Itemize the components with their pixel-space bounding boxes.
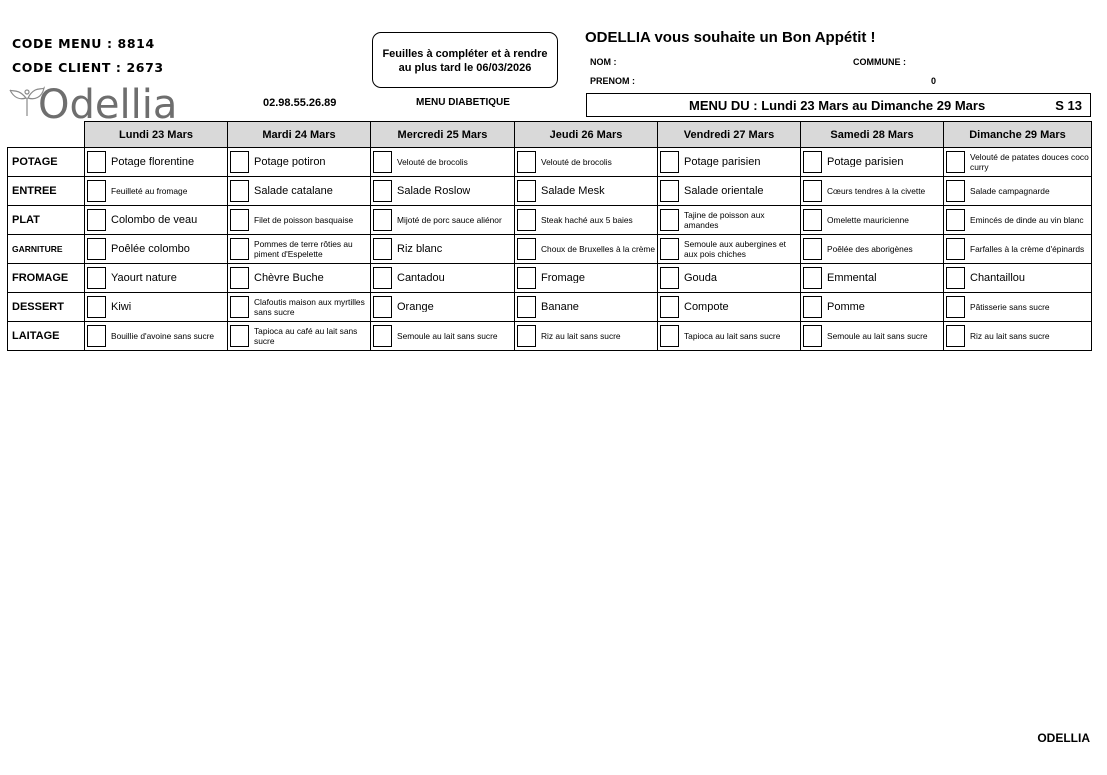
selection-checkbox[interactable] (373, 238, 392, 260)
menu-cell (944, 206, 1092, 235)
selection-checkbox[interactable] (660, 151, 679, 173)
dish-name: Omelette mauricienne (827, 215, 909, 225)
row-label: GARNITURE (8, 235, 85, 264)
dish-name: Salade campagnarde (970, 186, 1050, 196)
selection-checkbox[interactable] (946, 238, 965, 260)
dish-name: Tajine de poisson aux amandes (684, 210, 765, 230)
dish-name: Pomme (827, 302, 865, 312)
dish-name: Mijoté de porc sauce aliénor (397, 215, 502, 225)
selection-checkbox[interactable] (373, 325, 392, 347)
selection-checkbox[interactable] (946, 296, 965, 318)
selection-checkbox[interactable] (803, 151, 822, 173)
prenom-label: PRENOM : (590, 76, 635, 86)
dish-name: Filet de poisson basquaise (254, 215, 354, 225)
selection-checkbox[interactable] (87, 267, 106, 289)
selection-checkbox[interactable] (373, 267, 392, 289)
dish-name: Semoule au lait sans sucre (397, 331, 498, 341)
menu-cell (371, 148, 515, 177)
selection-checkbox[interactable] (230, 325, 249, 347)
menu-cell (85, 264, 228, 293)
menu-cell (85, 235, 228, 264)
menu-cell (801, 264, 944, 293)
selection-checkbox[interactable] (803, 180, 822, 202)
menu-cell (658, 206, 801, 235)
menu-cell (801, 293, 944, 322)
dish-name: Fromage (541, 273, 586, 283)
commune-label: COMMUNE : (853, 57, 906, 67)
menu-cell (515, 264, 658, 293)
dish-name: Cœurs tendres à la civette (827, 186, 926, 196)
nom-label: NOM : (590, 57, 617, 67)
menu-table (7, 121, 1092, 351)
menu-cell (515, 177, 658, 206)
menu-cell (371, 177, 515, 206)
selection-checkbox[interactable] (803, 296, 822, 318)
dish-name: Kiwi (111, 302, 132, 312)
dish-name: Poêlée des aborigènes (827, 244, 913, 254)
menu-cell (658, 148, 801, 177)
selection-checkbox[interactable] (946, 325, 965, 347)
dish-name: Riz au lait sans sucre (541, 331, 621, 341)
selection-checkbox[interactable] (946, 209, 965, 231)
dish-name: Semoule aux aubergines et aux pois chiches (684, 239, 786, 259)
selection-checkbox[interactable] (517, 238, 536, 260)
dish-name: Compote (684, 302, 729, 312)
dish-name: Gouda (684, 273, 718, 283)
menu-cell (85, 148, 228, 177)
dish-name: Potage florentine (111, 157, 195, 167)
menu-row-potage (8, 148, 1092, 177)
selection-checkbox[interactable] (660, 238, 679, 260)
selection-checkbox[interactable] (517, 209, 536, 231)
menu-cell (228, 264, 371, 293)
menu-cell (515, 293, 658, 322)
prenom-value: 0 (931, 76, 937, 86)
menu-cell (658, 264, 801, 293)
selection-checkbox[interactable] (660, 267, 679, 289)
dish-name: Emmental (827, 273, 877, 283)
day-header: Lundi 23 Mars (85, 122, 228, 148)
selection-checkbox[interactable] (517, 296, 536, 318)
menu-cell (515, 206, 658, 235)
selection-checkbox[interactable] (373, 180, 392, 202)
menu-cell (228, 322, 371, 351)
menu-cell (371, 206, 515, 235)
selection-checkbox[interactable] (230, 267, 249, 289)
dish-name: Potage potiron (254, 157, 326, 167)
selection-checkbox[interactable] (946, 267, 965, 289)
menu-cell (801, 177, 944, 206)
dish-name: Chèvre Buche (254, 273, 324, 283)
menu-body (8, 148, 1092, 351)
dish-name: Semoule au lait sans sucre (827, 331, 928, 341)
menu-cell (228, 148, 371, 177)
header-corner (8, 122, 85, 148)
notice-line-2: au plus tard le 06/03/2026 (398, 62, 532, 74)
dish-name: Pommes de terre rôties au piment d'Espelette (254, 239, 353, 259)
day-header-row (8, 122, 1092, 148)
selection-checkbox[interactable] (660, 180, 679, 202)
selection-checkbox[interactable] (517, 151, 536, 173)
dish-name: Pâtisserie sans sucre (970, 302, 1050, 312)
menu-cell (515, 148, 658, 177)
code-client: CODE CLIENT : 2673 (12, 60, 164, 75)
menu-period: MENU DU : Lundi 23 Mars au Dimanche 29 Mars (689, 98, 986, 113)
row-label: ENTREE (8, 177, 85, 206)
dish-name: Feuilleté au fromage (111, 186, 188, 196)
menu-cell (801, 206, 944, 235)
selection-checkbox[interactable] (803, 238, 822, 260)
menu-cell (85, 293, 228, 322)
selection-checkbox[interactable] (373, 296, 392, 318)
day-header: Mercredi 25 Mars (371, 122, 515, 148)
day-header: Vendredi 27 Mars (658, 122, 801, 148)
menu-cell (85, 206, 228, 235)
menu-cell (658, 235, 801, 264)
menu-cell (658, 293, 801, 322)
selection-checkbox[interactable] (87, 180, 106, 202)
selection-checkbox[interactable] (373, 209, 392, 231)
selection-checkbox[interactable] (946, 180, 965, 202)
selection-checkbox[interactable] (230, 209, 249, 231)
menu-cell (944, 322, 1092, 351)
selection-checkbox[interactable] (87, 238, 106, 260)
selection-checkbox[interactable] (660, 296, 679, 318)
menu-cell (944, 264, 1092, 293)
phone-number: 02.98.55.26.89 (263, 97, 337, 109)
menu-row-entree (8, 177, 1092, 206)
dish-name: Salade catalane (254, 186, 333, 196)
menu-cell (371, 235, 515, 264)
menu-row-fromage (8, 264, 1092, 293)
dish-name: Bouillie d'avoine sans sucre (111, 331, 215, 341)
menu-cell (371, 293, 515, 322)
menu-cell (228, 206, 371, 235)
dish-name: Clafoutis maison aux myrtilles sans sucre (254, 297, 365, 317)
day-header: Dimanche 29 Mars (944, 122, 1092, 148)
selection-checkbox[interactable] (803, 209, 822, 231)
day-header: Mardi 24 Mars (228, 122, 371, 148)
menu-cell (228, 235, 371, 264)
menu-cell (85, 177, 228, 206)
dish-name: Salade orientale (684, 186, 764, 196)
dish-name: Cantadou (397, 273, 445, 283)
dish-name: Orange (397, 302, 434, 312)
row-label: FROMAGE (8, 264, 85, 293)
logo-text: Odellia (38, 82, 178, 122)
dish-name: Potage parisien (827, 157, 904, 167)
selection-checkbox[interactable] (660, 325, 679, 347)
dish-name: Salade Mesk (541, 186, 605, 196)
menu-cell (515, 322, 658, 351)
selection-checkbox[interactable] (373, 151, 392, 173)
code-menu: CODE MENU : 8814 (12, 36, 155, 51)
menu-type: MENU DIABETIQUE (416, 97, 510, 108)
dish-name: Tapioca au café au lait sans sucre (254, 326, 358, 346)
dish-name: Emincés de dinde au vin blanc (970, 215, 1084, 225)
selection-checkbox[interactable] (803, 267, 822, 289)
dish-name: Velouté de brocolis (397, 157, 468, 167)
dish-name: Poêlée colombo (111, 244, 190, 254)
row-label: POTAGE (8, 148, 85, 177)
selection-checkbox[interactable] (87, 209, 106, 231)
menu-cell (944, 177, 1092, 206)
day-header: Jeudi 26 Mars (515, 122, 658, 148)
deadline-notice (372, 32, 558, 88)
menu-cell (944, 148, 1092, 177)
selection-checkbox[interactable] (517, 180, 536, 202)
dish-name: Yaourt nature (111, 273, 177, 283)
menu-cell (801, 235, 944, 264)
selection-checkbox[interactable] (230, 180, 249, 202)
menu-cell (944, 235, 1092, 264)
menu-cell (515, 235, 658, 264)
row-label: DESSERT (8, 293, 85, 322)
selection-checkbox[interactable] (87, 151, 106, 173)
menu-cell (658, 322, 801, 351)
dish-name: Steak haché aux 5 baies (541, 215, 633, 225)
menu-cell (371, 322, 515, 351)
dish-name: Velouté de patates douces coco curry (970, 152, 1089, 172)
dish-name: Tapioca au lait sans sucre (684, 331, 781, 341)
row-label: LAITAGE (8, 322, 85, 351)
menu-cell (944, 293, 1092, 322)
menu-cell (801, 322, 944, 351)
selection-checkbox[interactable] (230, 296, 249, 318)
menu-row-dessert (8, 293, 1092, 322)
dish-name: Riz blanc (397, 244, 443, 254)
menu-row-plat (8, 206, 1092, 235)
selection-checkbox[interactable] (230, 238, 249, 260)
selection-checkbox[interactable] (946, 151, 965, 173)
menu-row-laitage (8, 322, 1092, 351)
dish-name: Salade Roslow (397, 186, 471, 196)
dish-name: Velouté de brocolis (541, 157, 612, 167)
menu-cell (801, 148, 944, 177)
dish-name: Potage parisien (684, 157, 761, 167)
day-header: Samedi 28 Mars (801, 122, 944, 148)
selection-checkbox[interactable] (230, 151, 249, 173)
notice-line-1: Feuilles à compléter et à rendre (382, 48, 548, 60)
selection-checkbox[interactable] (517, 267, 536, 289)
menu-cell (658, 177, 801, 206)
dish-name: Farfalles à la crème d'épinards (970, 244, 1085, 254)
menu-cell (228, 293, 371, 322)
dish-name: Riz au lait sans sucre (970, 331, 1050, 341)
row-label: PLAT (8, 206, 85, 235)
dish-name: Colombo de veau (111, 215, 198, 225)
odellia-logo (8, 78, 208, 122)
week-number: S 13 (1055, 98, 1082, 113)
menu-cell (371, 264, 515, 293)
dish-name: Banane (541, 302, 579, 312)
period-box (586, 93, 1091, 117)
footer-brand: ODELLIA (1037, 731, 1090, 745)
selection-checkbox[interactable] (803, 325, 822, 347)
greeting: ODELLIA vous souhaite un Bon Appétit ! (585, 29, 876, 46)
dish-name: Chantaillou (970, 273, 1026, 283)
menu-cell (85, 322, 228, 351)
selection-checkbox[interactable] (87, 325, 106, 347)
menu-row-garniture (8, 235, 1092, 264)
selection-checkbox[interactable] (660, 209, 679, 231)
dish-name: Choux de Bruxelles à la crème (541, 244, 656, 254)
selection-checkbox[interactable] (517, 325, 536, 347)
selection-checkbox[interactable] (87, 296, 106, 318)
menu-cell (228, 177, 371, 206)
